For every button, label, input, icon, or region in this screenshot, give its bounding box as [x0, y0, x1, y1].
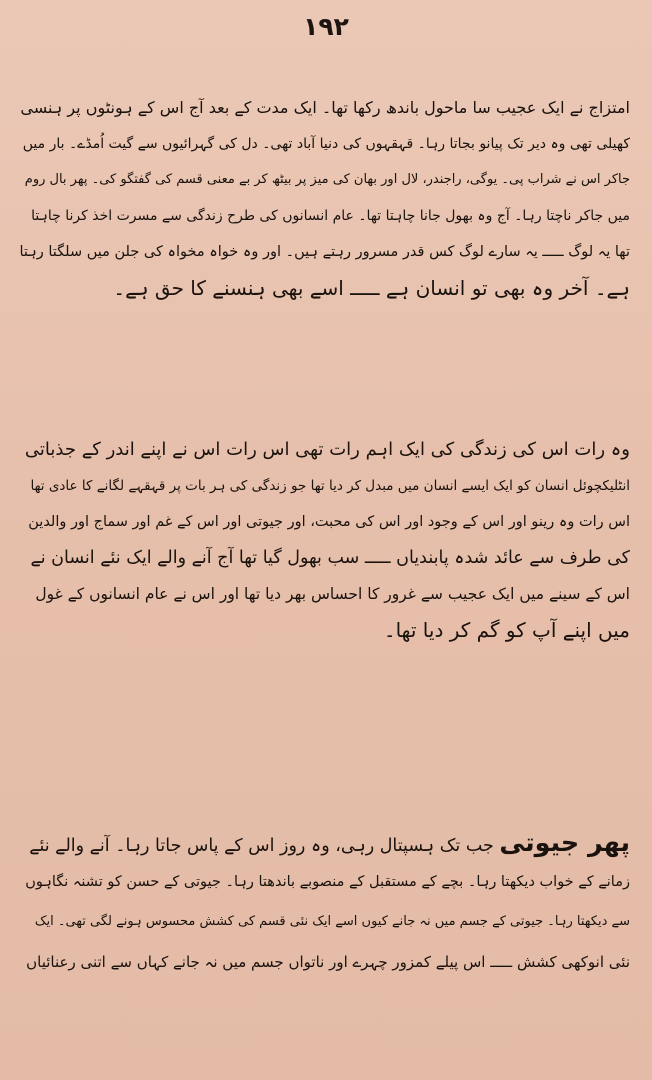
text-line: جاکر اس نے شراب پی۔ یوگی، راجندر، لال اور بھان کی میز پر بیٹھ کر بے معنی قسم کی گفتگو کی۔ پھر بال روم: [24, 172, 630, 187]
paragraph-3: [18, 822, 630, 982]
text-line: اس کے سینے میں ایک عجیب سے غرور کا احساس بھر دیا تھا اور اس نے عام انسانوں کے غول: [35, 585, 630, 603]
page-number: ۱۹۲: [303, 12, 349, 41]
first-line-rest: جب تک ہسپتال رہی، وہ روز اس کے پاس جاتا رہا۔ آنے والے نئے: [29, 836, 500, 856]
text-line: سے دیکھتا رہا۔ جیوتی کے جسم میں نہ جانے کیوں اسے ایک نئی قسم کی کشش محسوس ہونے لگی تھی۔ ایک: [34, 914, 630, 929]
text-line: تھا یہ لوگ ـــــ یہ سارے لوگ کس قدر مسرور رہتے ہیں۔ اور وہ خواہ مخواہ کی جلن میں سلگتا رہتا: [19, 244, 630, 260]
lead-word: پھر جیوتی: [499, 827, 630, 857]
text-line: وہ رات اس کی زندگی کی ایک اہم رات تھی اس رات اس نے اپنے اندر کے جذباتی: [24, 439, 630, 460]
text-line: انٹلیکچوئل انسان کو ایک ایسے انسان میں مبدل کر دیا تھا جو زندگی کی ہر بات پر قہقہے لگانے کا عادی تھا: [30, 478, 630, 494]
text-line: میں اپنے آپ کو گم کر دیا تھا۔: [383, 618, 630, 642]
text-line: ہے۔ آخر وہ بھی تو انسان ہے ـــــ اسے بھی ہنسنے کا حق ہے۔: [113, 276, 630, 300]
text-line: زمانے کے خواب دیکھتا رہا۔ بچے کے مستقبل کے منصوبے باندھتا رہا۔ جیوتی کے حسن کو تشنہ نگاہوں: [25, 874, 630, 890]
text-line: کھیلی تھی وہ دیر تک پیانو بجاتا رہا۔ قہقہوں کی دنیا آباد تھی۔ دل کی گہرائیوں سے گیت اُمڈے۔ بار میں: [22, 136, 630, 152]
text-line: کی طرف سے عائد شدہ پابندیاں ـــــ سب بھول گیا تھا آج آنے والے ایک نئے انسان نے: [30, 548, 630, 568]
text-line: میں جاکر ناچتا رہا۔ آج وہ بھول جانا چاہتا تھا۔ عام انسانوں کی طرح زندگی سے مسرت اخذ کرنا چاہتا: [31, 208, 630, 224]
text-line: نئی انوکھی کشش ـــــ اس پیلے کمزور چہرے اور ناتواں جسم میں نہ جانے کہاں سے اتنی رعنائیاں: [26, 953, 630, 971]
text-line: امتزاج نے ایک عجیب سا ماحول باندھ رکھا تھا۔ ایک مدت کے بعد آج اس کے ہونٹوں پر ہنسی: [20, 98, 630, 117]
text-line: اس رات وہ رینو اور اس کے وجود اور اس کی محبت، اور جیوتی اور اس کے غم اور سماج اور والدین: [28, 514, 630, 530]
text-line-first: [18, 822, 630, 862]
paragraph-2: [18, 432, 630, 648]
paragraph-1: [18, 90, 630, 306]
